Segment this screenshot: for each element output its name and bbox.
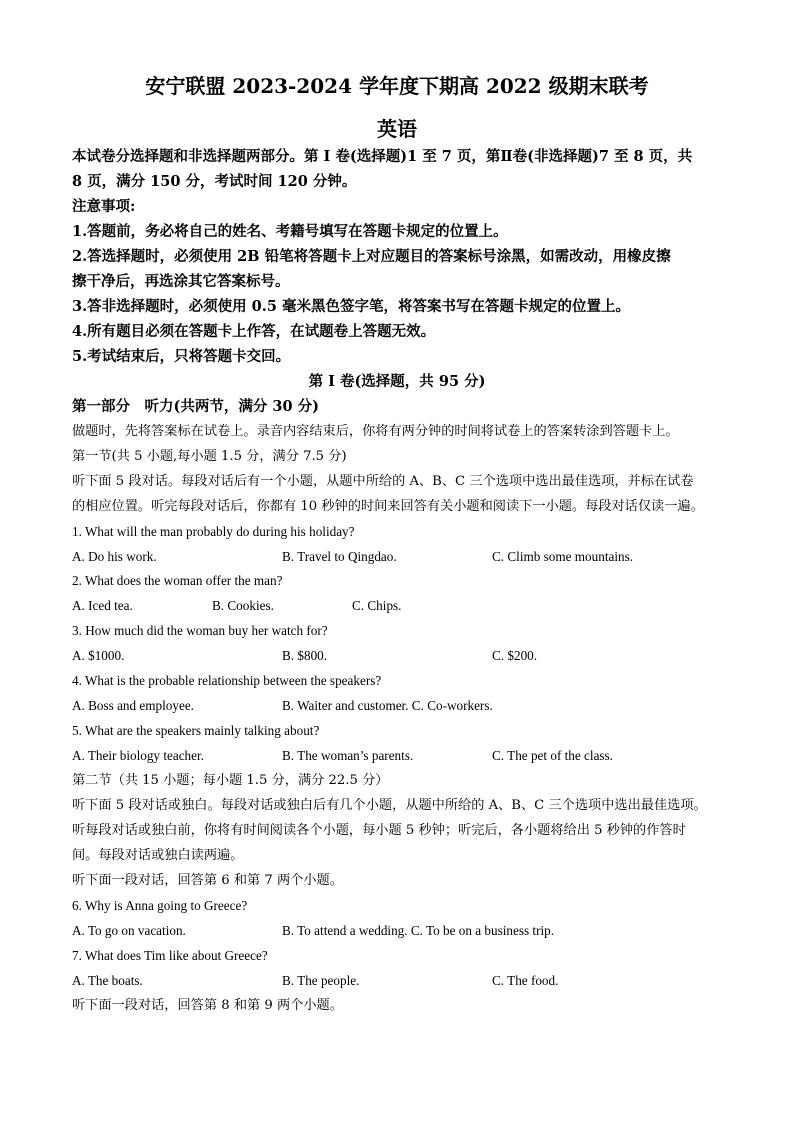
sec2-heading: 第二节（共 15 小题；每小题 1.5 分，满分 22.5 分） xyxy=(72,773,389,788)
q7-option-a: A. The boats. xyxy=(72,973,143,988)
q1-option-c: C. Climb some mountains. xyxy=(492,549,634,564)
sec2-instruction-2: 听每段对话或独白前，你将有时间阅读各个小题，每小题 5 秒钟；听完后，各小题将给出 5 秒钟的作答时 xyxy=(72,823,686,838)
note-4: 4.所有题目必须在答题卡上作答，在试题卷上答题无效。 xyxy=(72,323,436,340)
q7-option-b: B. The people. xyxy=(282,973,360,988)
sec2-instruction-1: 听下面 5 段对话或独白。每段对话或独白后有几个小题，从题中所给的 A、B、C 三个选项中选出最佳选项。 xyxy=(72,798,707,813)
q5-option-b: B. The woman’s parents. xyxy=(282,748,414,763)
exam-title: 安宁联盟 2023-2024 学年度下期高 2022 级期末联考 xyxy=(145,74,649,98)
question-2: 2. What does the woman offer the man? xyxy=(72,573,283,588)
sec1-heading: 第一节(共 5 小题,每小题 1.5 分，满分 7.5 分) xyxy=(72,449,347,464)
dialog-8-9-intro: 听下面一段对话，回答第 8 和第 9 两个小题。 xyxy=(72,998,343,1013)
question-4: 4. What is the probable relationship between the speakers? xyxy=(72,673,382,688)
q2-option-a: A. Iced tea. xyxy=(72,598,133,613)
listening-instruction: 做题时，先将答案标在试卷上。录音内容结束后，你将有两分钟的时间将试卷上的答案转涂到答题卡上。 xyxy=(72,424,679,439)
sec1-instruction-1: 听下面 5 段对话。每段对话后有一个小题，从题中所给的 A、B、C 三个选项中选出最佳选项，并标在试卷 xyxy=(72,474,694,489)
q1-option-a: A. Do his work. xyxy=(72,549,157,564)
question-7: 7. What does Tim like about Greece? xyxy=(72,948,268,963)
q3-option-c: C. $200. xyxy=(492,648,538,663)
question-1: 1. What will the man probably do during his holiday? xyxy=(72,524,355,539)
q7-option-c: C. The food. xyxy=(492,973,559,988)
question-6: 6. Why is Anna going to Greece? xyxy=(72,898,248,913)
question-5: 5. What are the speakers mainly talking about? xyxy=(72,723,320,738)
q2-option-c: C. Chips. xyxy=(352,598,402,613)
note-3: 3.答非选择题时，必须使用 0.5 毫米黑色签字笔，将答案书写在答题卡规定的位置上。 xyxy=(72,298,630,315)
q6-option-bc: B. To attend a wedding. C. To be on a business trip. xyxy=(282,923,555,938)
intro-line-2: 8 页，满分 150 分，考试时间 120 分钟。 xyxy=(72,173,357,190)
q2-option-b: B. Cookies. xyxy=(212,598,274,613)
q4-option-a: A. Boss and employee. xyxy=(72,698,194,713)
note-2-cont: 擦干净后，再选涂其它答案标号。 xyxy=(72,273,290,290)
q3-option-b: B. $800. xyxy=(282,648,328,663)
q1-option-b: B. Travel to Qingdao. xyxy=(282,549,397,564)
q5-option-a: A. Their biology teacher. xyxy=(72,748,204,763)
subject-title: 英语 xyxy=(377,117,417,141)
q6-option-a: A. To go on vacation. xyxy=(72,923,186,938)
note-2: 2.答选择题时，必须使用 2B 铅笔将答题卡上对应题目的答案标号涂黑，如需改动，用橡皮擦 xyxy=(72,248,671,265)
q5-option-c: C. The pet of the class. xyxy=(492,748,613,763)
sec1-instruction-2: 的相应位置。听完每段对话后，你都有 10 秒钟的时间来回答有关小题和阅读下一小题。每段对话仅读一遍。 xyxy=(72,499,704,514)
intro-line-1: 本试卷分选择题和非选择题两部分。第 I 卷(选择题)1 至 7 页，第Ⅱ卷(非选择题)7 至 8 页，共 xyxy=(72,148,693,165)
notes-heading: 注意事项: xyxy=(72,198,136,215)
q3-option-a: A. $1000. xyxy=(72,648,125,663)
part1-title: 第 I 卷(选择题，共 95 分) xyxy=(308,373,486,390)
section-listening: 第一部分 听力(共两节，满分 30 分) xyxy=(72,398,319,415)
dialog-6-7-intro: 听下面一段对话，回答第 6 和第 7 两个小题。 xyxy=(72,873,343,888)
question-3: 3. How much did the woman buy her watch for? xyxy=(72,623,328,638)
q4-option-bc: B. Waiter and customer. C. Co-workers. xyxy=(282,698,493,713)
note-5: 5.考试结束后，只将答题卡交回。 xyxy=(72,348,291,365)
note-1: 1.答题前，务必将自己的姓名、考籍号填写在答题卡规定的位置上。 xyxy=(72,223,508,240)
sec2-instruction-3: 间。每段对话或独白读两遍。 xyxy=(72,848,244,863)
